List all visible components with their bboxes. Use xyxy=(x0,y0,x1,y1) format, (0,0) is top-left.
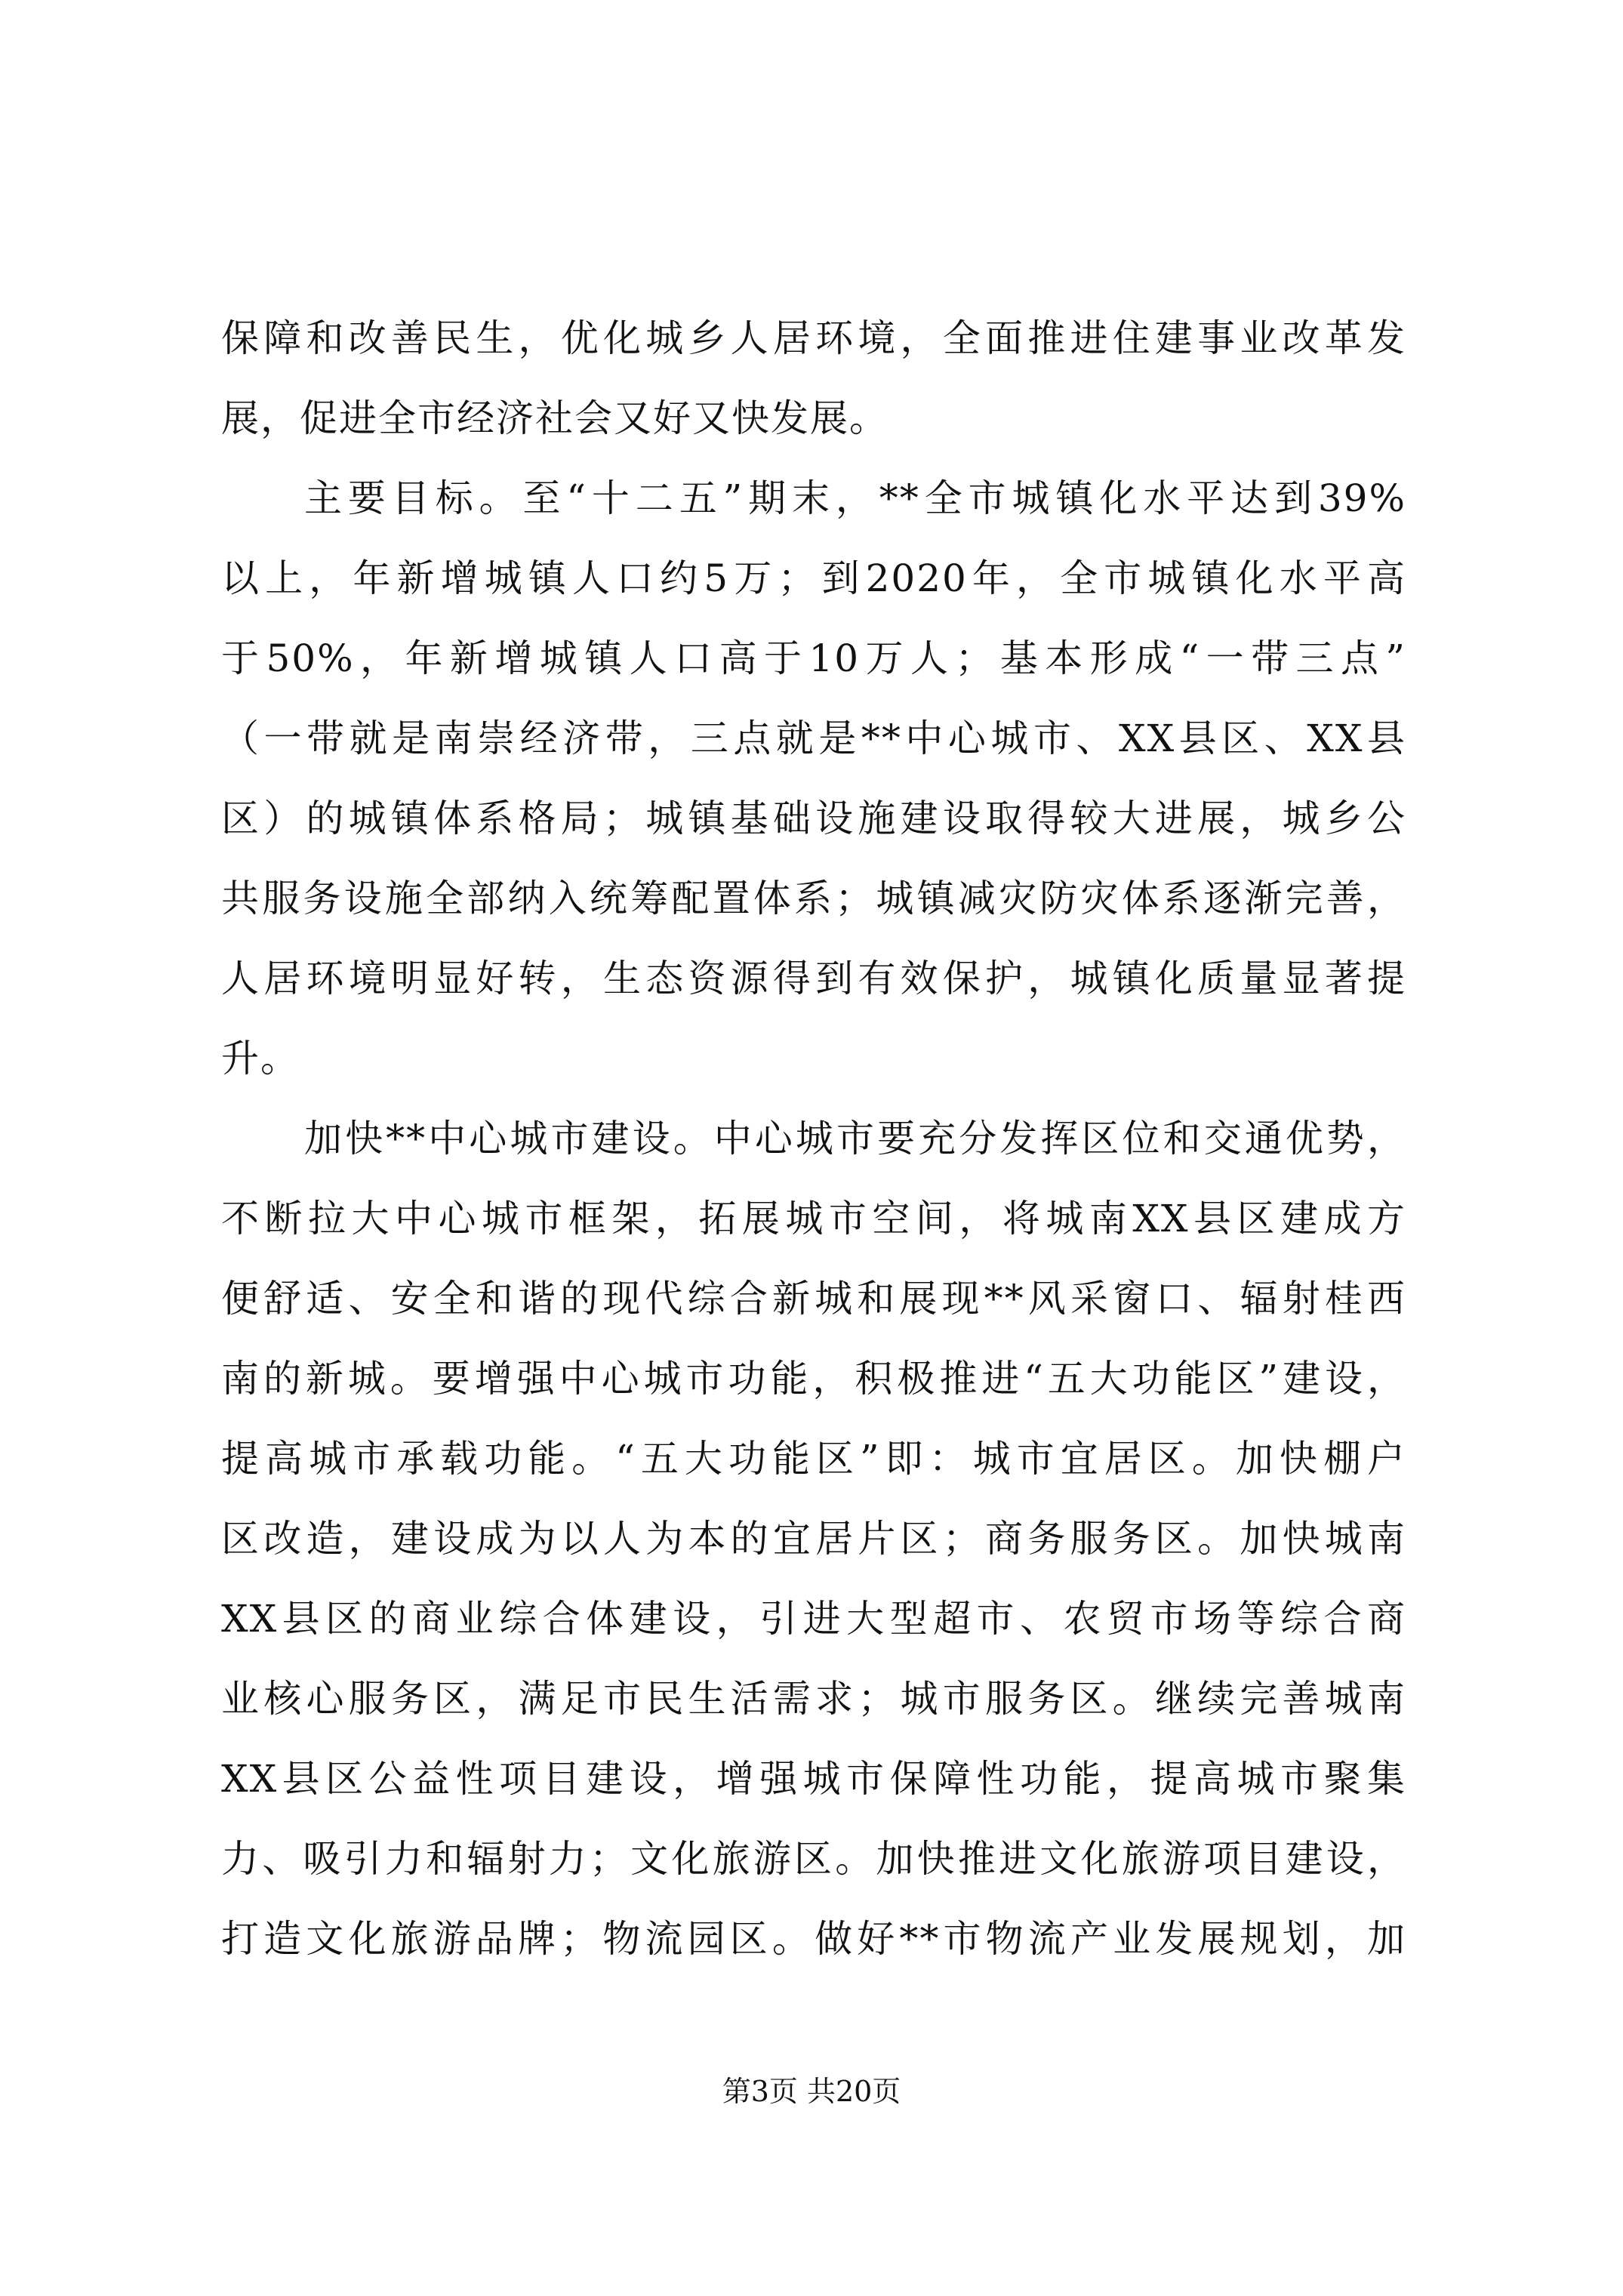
text-line: 不断拉大中心城市框架，拓展城市空间，将城南XX县区建成方 xyxy=(221,1197,1406,1240)
text-line: 力、吸引力和辐射力；文化旅游区。加快推进文化旅游项目建设， xyxy=(221,1837,1406,1881)
page-number-footer: 第3页 共20页 xyxy=(722,2075,901,2108)
text-line: 于50%，年新增城镇人口高于10万人；基本形成“一带三点” xyxy=(221,636,1406,680)
text-line: XX县区公益性项目建设，增强城市保障性功能，提高城市聚集 xyxy=(221,1757,1406,1801)
text-line: 南的新城。要增强中心城市功能，积极推进“五大功能区”建设， xyxy=(221,1357,1406,1401)
text-line: 共服务设施全部纳入统筹配置体系；城镇减灾防灾体系逐渐完善， xyxy=(221,877,1406,920)
text-line: 保障和改善民生，优化城乡人居环境，全面推进住建事业改革发 xyxy=(221,316,1406,360)
text-line: 业核心服务区，满足市民生活需求；城市服务区。继续完善城南 xyxy=(221,1677,1406,1721)
paragraph-start-line: 主要目标。至“十二五”期末，**全市城镇化水平达到39% xyxy=(304,476,1406,520)
text-line: 区改造，建设成为以人为本的宜居片区；商务服务区。加快城南 xyxy=(221,1517,1406,1561)
text-line: 展，促进全市经济社会又好又快发展。 xyxy=(221,396,888,440)
text-line: 以上，年新增城镇人口约5万；到2020年，全市城镇化水平高 xyxy=(221,556,1406,600)
body-text xyxy=(221,298,1406,1979)
text-line: 升。 xyxy=(221,1037,300,1080)
text-line: 区）的城镇体系格局；城镇基础设施建设取得较大进展，城乡公 xyxy=(221,797,1406,840)
text-line: （一带就是南崇经济带，三点就是**中心城市、XX县区、XX县 xyxy=(221,717,1406,760)
text-line: 人居环境明显好转，生态资源得到有效保护，城镇化质量显著提 xyxy=(221,957,1406,1000)
text-line: 便舒适、安全和谐的现代综合新城和展现**风采窗口、辐射桂西 xyxy=(221,1277,1406,1321)
text-line: 提高城市承载功能。“五大功能区”即：城市宜居区。加快棚户 xyxy=(221,1437,1406,1481)
paragraph-start-line: 加快**中心城市建设。中心城市要充分发挥区位和交通优势， xyxy=(304,1117,1406,1160)
text-line: 打造文化旅游品牌；物流园区。做好**市物流产业发展规划，加 xyxy=(221,1917,1406,1961)
text-line: XX县区的商业综合体建设，引进大型超市、农贸市场等综合商 xyxy=(221,1597,1406,1641)
